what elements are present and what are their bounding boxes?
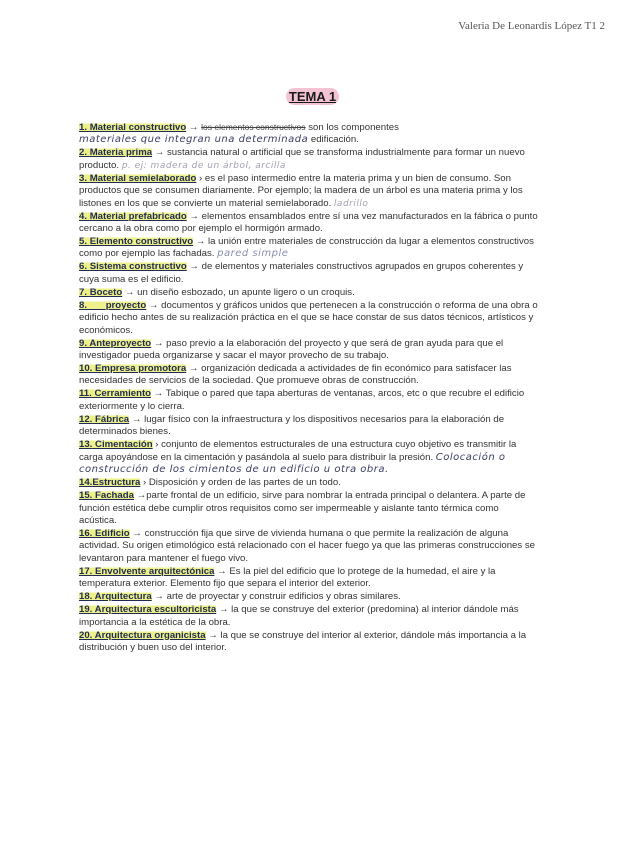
term-label: 6. Sistema constructivo — [79, 261, 187, 273]
handwritten-note: ladrillo — [333, 198, 369, 209]
entry-8 — [79, 300, 539, 337]
entries-list — [79, 121, 539, 655]
entry-1 — [79, 121, 539, 147]
entry-15 — [79, 490, 539, 527]
page-title: TEMA 1 — [286, 88, 339, 105]
term-label: 19. Arquitectura escultoricista — [79, 604, 217, 616]
term-label: 13. Cimentación — [79, 439, 153, 451]
entry-10 — [79, 363, 539, 388]
entry-text: sustancia natural o artificial que se transforma industrialmente para formar un nuevo producto. — [79, 147, 525, 171]
entry-5 — [79, 236, 539, 261]
term-label: 10. Empresa promotora — [79, 363, 187, 375]
handwritten-note: Colocación o construcción de los cimientos de un edificio u otra obra. — [79, 451, 506, 476]
arrow-icon: → — [208, 629, 218, 641]
term-label: 2. Materia prima — [79, 147, 153, 159]
entry-text: Tabique o pared que tapa aberturas de ventanas, arcos, etc o que recubre el edificio exteriormente y lo cierra. — [79, 388, 525, 412]
arrow-icon: › — [143, 477, 147, 489]
handwritten-note: p. ej: madera de un árbol, arcilla — [121, 160, 286, 171]
arrow-icon: → — [154, 591, 164, 603]
arrow-icon: → — [195, 236, 206, 248]
term-label: 3. Material semielaborado — [79, 172, 197, 184]
arrow-icon: › — [199, 172, 203, 184]
term-label: 8. proyecto — [79, 299, 147, 311]
entry-9 — [79, 338, 539, 363]
arrow-icon: → — [189, 210, 199, 222]
entry-14 — [79, 477, 539, 489]
entry-18 — [79, 591, 539, 603]
entry-text: construcción fija que sirve de vivienda humana o que permite la realización de alguna actividad. Su origen etimológico está relacionado con el hacer fuego ya que las primeras construcciones se levantaron para mantener el fuego vivo. — [79, 527, 535, 564]
entry-text: Disposición y orden de las partes de un todo. — [146, 477, 341, 489]
arrow-icon: → — [136, 490, 147, 502]
author-header: Valeria De Leonardis López T1 2 — [458, 20, 605, 32]
entry-2 — [79, 147, 539, 172]
struck-text: los elementos constructivos — [201, 122, 306, 132]
entry-text: lugar físico con la infraestructura y los dispositivos necesarios para la elaboración de determinados bienes. — [79, 413, 505, 438]
entry-text: son los componentes — [305, 122, 399, 133]
entry-text: la unión entre materiales de construcción da lugar a elementos constructivos como por ejemplo las fachadas. — [79, 236, 534, 260]
term-label: 12. Fábrica — [79, 413, 130, 425]
handwritten-note: materiales que integran una determinada edificación. — [79, 134, 359, 146]
entry-text: de elementos y materiales constructivos agrupados en grupos coherentes y cuya suma es el edificio. — [79, 261, 524, 285]
entry-7 — [79, 287, 539, 299]
arrow-icon: → — [154, 147, 165, 159]
entry-text: paso previo a la elaboración del proyecto y que será de gran ayuda para que el investigador pueda organizarse y sacar el mayor provecho de su trabajo. — [79, 337, 504, 362]
term-label: 11. Cerramiento — [79, 388, 151, 400]
title-wrap — [0, 88, 625, 106]
entry-text: un diseño esbozado, un apunte ligero o un croquis. — [134, 286, 355, 298]
arrow-icon: → — [218, 604, 229, 616]
term-label: 1. Material constructivo — [79, 122, 187, 133]
term-label: 16. Edificio — [79, 527, 130, 539]
term-label: 14.Estructura — [79, 477, 141, 489]
term-label: 4. Material prefabricado — [79, 210, 187, 222]
entry-4 — [79, 211, 539, 236]
entry-12 — [79, 414, 539, 439]
arrow-icon: → — [124, 286, 135, 298]
arrow-icon: › — [155, 439, 159, 451]
term-label: 5. Elemento constructivo — [79, 236, 194, 248]
entry-text: conjunto de elementos estructurales de una estructura cuyo objetivo es transmitir la carga apoyándose en la cimentación y pasándola al suelo para distribuir la presión. — [79, 439, 517, 463]
entry-3 — [79, 173, 539, 210]
term-label: 15. Fachada — [79, 490, 134, 502]
arrow-icon: → — [131, 413, 142, 425]
entry-text: organización dedicada a actividades de fin económico para satisfacer las necesidades de servicios de la sociedad. Que promueve obras de construcción. — [79, 363, 512, 387]
entry-text: elementos ensamblados entre sí una vez manufacturados en la fábrica o punto cercano a la obra como por ejemplo el hormigón armado. — [79, 210, 538, 235]
entry-text: arte de proyectar y construir edificios y obras similares. — [163, 591, 401, 603]
term-label: 7. Boceto — [79, 286, 123, 298]
arrow-icon: → — [188, 122, 199, 133]
entry-13 — [79, 439, 539, 476]
entry-11 — [79, 388, 539, 413]
entry-text: Es la piel del edificio que lo protege de la humedad, el aire y la temperatura exterior. Elemento fijo que separa el interior del exterior. — [79, 565, 496, 590]
arrow-icon: → — [148, 299, 159, 311]
entry-text: la que se construye del interior al exterior, dándole más importancia a la distribución y buen uso del interior. — [79, 629, 527, 653]
entry-text: documentos y gráficos unidos que pertenecen a la construcción o reforma de una obra o edificio hecho antes de su realización práctica en el que se hace constar de sus datos técnicos, artísticos y económicos. — [79, 299, 538, 336]
term-label: 20. Arquitectura organicista — [79, 629, 206, 641]
entry-16 — [79, 528, 539, 565]
term-label: 17. Envolvente arquitectónica — [79, 565, 215, 577]
arrow-icon: → — [188, 363, 199, 375]
arrow-icon: → — [189, 261, 199, 273]
entry-6 — [79, 261, 539, 286]
entry-17 — [79, 566, 539, 591]
term-label: 9. Anteproyecto — [79, 337, 152, 349]
entry-20 — [79, 630, 539, 655]
entry-19 — [79, 604, 539, 629]
arrow-icon: → — [132, 527, 142, 539]
term-label: 18. Arquitectura — [79, 591, 152, 603]
handwritten-note: pared simple — [217, 248, 289, 260]
arrow-icon: → — [153, 337, 164, 349]
entry-text: la que se construye del exterior (predomina) al interior dándole más importancia a la estética de la obra. — [79, 604, 519, 628]
entry-text: es el paso intermedio entre la materia prima y un bien de consumo. Son productos que se consumen diariamente. Por ejemplo; la madera de un árbol es una materia prima y los listones en los que se convierte un material semielaborado. — [79, 172, 523, 209]
entry-text: parte frontal de un edificio, sirve para nombrar la entrada principal o delantera. A parte de función estética debe cumplir otros requisitos como ser impermeable y aislante tanto térmica como acústica. — [79, 490, 526, 526]
arrow-icon: → — [217, 565, 227, 577]
arrow-icon: → — [153, 388, 164, 400]
